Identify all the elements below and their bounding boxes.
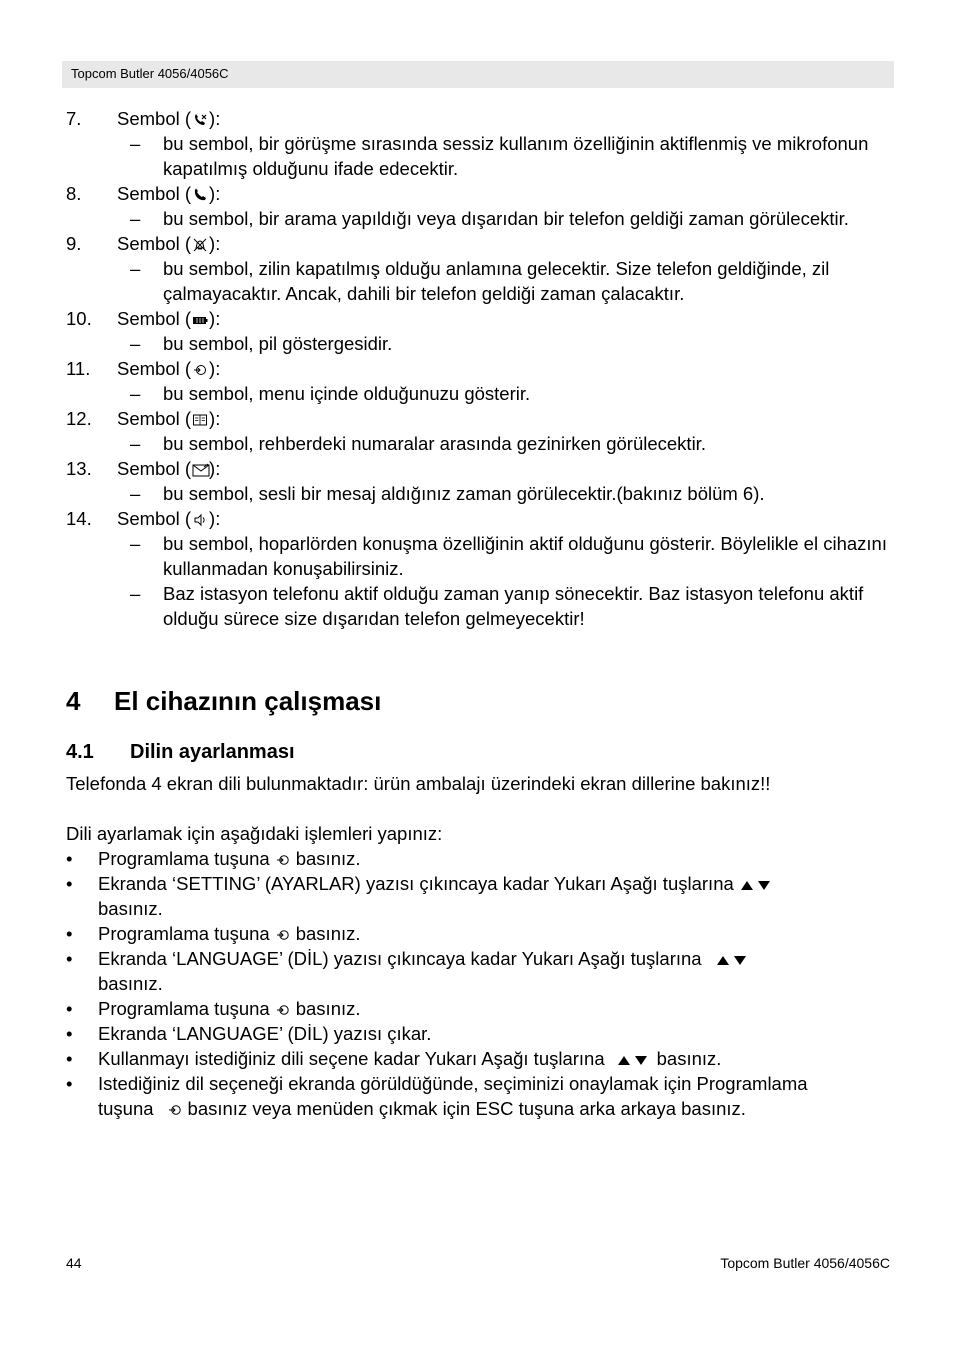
item-number: 12. — [66, 408, 92, 429]
symbol-heading — [66, 456, 896, 481]
title-prefix: Sembol ( — [117, 308, 192, 329]
list-item — [66, 996, 896, 1021]
dash: – — [130, 383, 141, 404]
speaker-icon — [192, 508, 208, 522]
step-text: basınız veya menüden çıkmak için ESC tuşuna arka arkaya basınız. — [187, 1098, 746, 1119]
up-down-keys-icon — [714, 947, 748, 959]
step-text: basınız. — [295, 998, 361, 1019]
symbol-heading — [66, 306, 896, 331]
symbol-description — [66, 256, 896, 306]
bullet: • — [66, 848, 73, 869]
page-header — [62, 61, 894, 88]
bullet: • — [66, 873, 73, 894]
step-text: Istediğiniz dil seçeneği ekranda görüldüğünde, seçiminizi onaylamak için Programlama — [98, 1073, 808, 1094]
steps-list — [66, 846, 896, 1121]
title-prefix: Sembol ( — [117, 508, 192, 529]
dash: – — [130, 483, 141, 504]
item-number: 11. — [66, 358, 91, 379]
dash: – — [130, 433, 141, 454]
title-suffix: ): — [209, 183, 221, 204]
dash: – — [130, 208, 141, 229]
description-text: bu sembol, bir görüşme sırasında sessiz kullanım özelliğinin aktiflenmiş ve mikrofonun kapatılmış olduğunu ifade edecektir. — [163, 133, 869, 179]
dash: – — [130, 133, 141, 154]
description-text: bu sembol, zilin kapatılmış olduğu anlamına gelecektir. Size telefon geldiğinde, zil çalmayacaktır. Ancak, dahili bir telefon geldiği zaman çalacaktır. — [163, 258, 830, 304]
header-title: Topcom Butler 4056/4056C — [71, 66, 229, 81]
intro-paragraph: Telefonda 4 ekran dili bulunmaktadır: ürün ambalajı üzerindeki ekran dillerine bakınız!! — [66, 773, 771, 794]
item-title — [117, 231, 220, 256]
step-text: basınız. — [98, 973, 163, 994]
symbol-heading — [66, 356, 896, 381]
ringer-off-icon — [192, 233, 208, 247]
mute-handset-icon — [192, 108, 208, 122]
dash: – — [130, 333, 141, 354]
symbol-description — [66, 581, 896, 631]
menu-key-icon — [276, 997, 290, 1009]
step-text: Ekranda ‘SETTING’ (AYARLAR) yazısı çıkıncaya kadar Yukarı Aşağı tuşlarına — [98, 873, 734, 894]
item-title — [117, 106, 220, 131]
symbol-description — [66, 481, 896, 506]
step-text: Kullanmayı istediğiniz dili seçene kadar Yukarı Aşağı tuşlarına — [98, 1048, 605, 1069]
symbol-heading — [66, 231, 896, 256]
step-text: tuşuna — [98, 1098, 154, 1119]
item-number: 7. — [66, 108, 82, 129]
title-suffix: ): — [209, 108, 221, 129]
title-prefix: Sembol ( — [117, 233, 192, 254]
title-suffix: ): — [209, 233, 221, 254]
title-suffix: ): — [209, 458, 221, 479]
step-text: basınız. — [295, 923, 361, 944]
battery-icon — [192, 308, 208, 322]
item-title — [117, 506, 220, 531]
bullet: • — [66, 923, 73, 944]
item-number: 13. — [66, 458, 92, 479]
step-text: basınız. — [656, 1048, 722, 1069]
footer-title: Topcom Butler 4056/4056C — [720, 1255, 890, 1271]
item-title — [117, 356, 220, 381]
list-item — [66, 181, 896, 231]
section-number: 4 — [66, 686, 81, 716]
bullet: • — [66, 948, 73, 969]
menu-icon — [192, 358, 208, 372]
menu-key-icon — [276, 922, 290, 934]
description-text: bu sembol, pil göstergesidir. — [163, 333, 393, 354]
section-title: El cihazının çalışması — [114, 686, 382, 716]
handset-icon — [192, 183, 208, 197]
list-item — [66, 406, 896, 456]
dash: – — [130, 258, 141, 279]
symbol-heading — [66, 181, 896, 206]
description-text: bu sembol, hoparlörden konuşma özelliğinin aktif olduğunu gösterir. Böylelikle el cihazını kullanmadan konuşabilirsiniz. — [163, 533, 887, 579]
symbol-description — [66, 331, 896, 356]
bullet: • — [66, 1073, 73, 1094]
step-text: Programlama tuşuna — [98, 998, 270, 1019]
item-number: 10. — [66, 308, 92, 329]
description-text: Baz istasyon telefonu aktif olduğu zaman yanıp sönecektir. Baz istasyon telefonu aktif olduğu sürece size dışarıdan telefon gelmeyecektir! — [163, 583, 864, 629]
menu-key-icon — [276, 847, 290, 859]
item-title — [117, 406, 220, 431]
steps-intro: Dili ayarlamak için aşağıdaki işlemleri yapınız: — [66, 823, 443, 844]
symbol-description — [66, 206, 896, 231]
title-prefix: Sembol ( — [117, 408, 192, 429]
step-text: Programlama tuşuna — [98, 923, 270, 944]
title-prefix: Sembol ( — [117, 358, 192, 379]
subsection-number: 4.1 — [66, 741, 94, 763]
list-item — [66, 106, 896, 181]
list-item — [66, 1046, 896, 1071]
page-number: 44 — [66, 1255, 82, 1271]
envelope-icon — [192, 458, 208, 472]
up-down-keys-icon — [615, 1047, 649, 1059]
subsection-title: Dilin ayarlanması — [130, 741, 295, 763]
item-title — [117, 181, 220, 206]
step-text: basınız. — [295, 848, 361, 869]
list-item — [66, 306, 896, 356]
symbol-description — [66, 431, 896, 456]
up-down-keys-icon — [738, 872, 772, 884]
symbol-heading — [66, 106, 896, 131]
menu-key-icon — [168, 1097, 182, 1109]
item-title — [117, 306, 220, 331]
phonebook-icon — [192, 408, 208, 422]
list-item — [66, 356, 896, 406]
list-item — [66, 846, 896, 871]
step-text: Programlama tuşuna — [98, 848, 270, 869]
bullet: • — [66, 1023, 73, 1044]
bullet: • — [66, 998, 73, 1019]
list-item — [66, 871, 896, 921]
symbol-description — [66, 531, 896, 581]
title-prefix: Sembol ( — [117, 183, 192, 204]
symbol-description — [66, 131, 896, 181]
title-suffix: ): — [209, 308, 221, 329]
list-item — [66, 456, 896, 506]
title-prefix: Sembol ( — [117, 108, 192, 129]
bullet: • — [66, 1048, 73, 1069]
title-suffix: ): — [209, 408, 221, 429]
item-title — [117, 456, 220, 481]
title-suffix: ): — [209, 508, 221, 529]
item-number: 8. — [66, 183, 82, 204]
step-text: Ekranda ‘LANGUAGE’ (DİL) yazısı çıkıncaya kadar Yukarı Aşağı tuşlarına — [98, 948, 702, 969]
list-item — [66, 921, 896, 946]
symbol-heading — [66, 406, 896, 431]
list-item — [66, 506, 896, 631]
list-item — [66, 231, 896, 306]
item-number: 9. — [66, 233, 82, 254]
title-suffix: ): — [209, 358, 221, 379]
symbol-description — [66, 381, 896, 406]
description-text: bu sembol, rehberdeki numaralar arasında gezinirken görülecektir. — [163, 433, 706, 454]
symbol-list — [66, 106, 896, 631]
symbol-heading — [66, 506, 896, 531]
list-item — [66, 1021, 896, 1046]
item-number: 14. — [66, 508, 92, 529]
step-text: basınız. — [98, 898, 163, 919]
list-item — [66, 1071, 896, 1121]
title-prefix: Sembol ( — [117, 458, 192, 479]
list-item — [66, 946, 896, 996]
dash: – — [130, 533, 141, 554]
description-text: bu sembol, bir arama yapıldığı veya dışarıdan bir telefon geldiği zaman görülecektir. — [163, 208, 849, 229]
dash: – — [130, 583, 141, 604]
description-text: bu sembol, menu içinde olduğunuzu gösterir. — [163, 383, 531, 404]
description-text: bu sembol, sesli bir mesaj aldığınız zaman görülecektir.(bakınız bölüm 6). — [163, 483, 765, 504]
step-text: Ekranda ‘LANGUAGE’ (DİL) yazısı çıkar. — [98, 1023, 432, 1044]
